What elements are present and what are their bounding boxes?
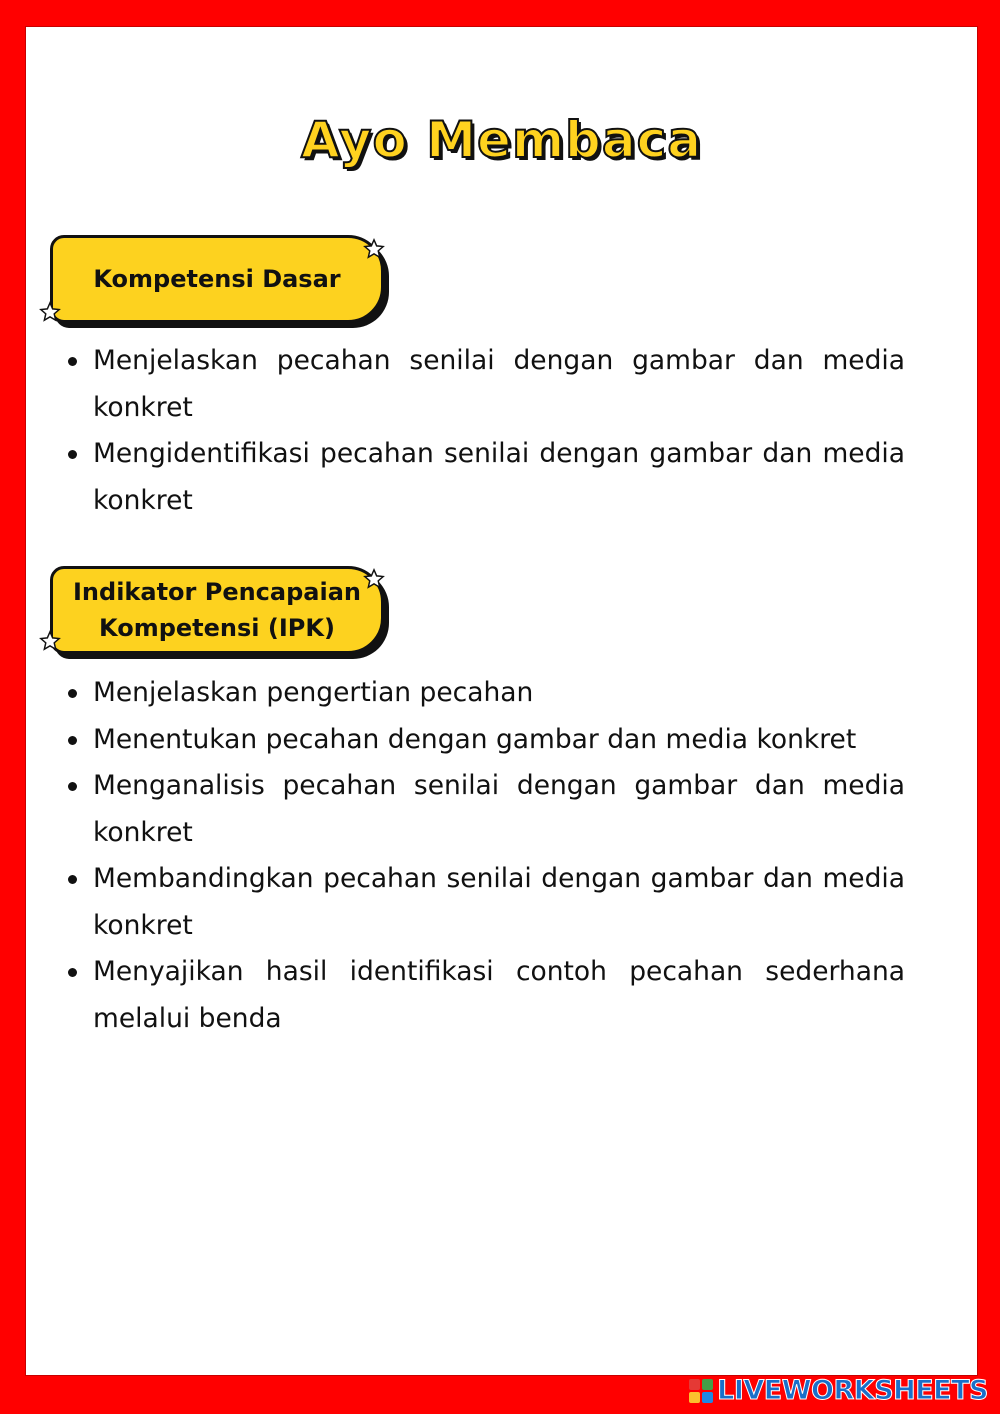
section-heading-label: Indikator Pencapaian Kompetensi (IPK) bbox=[73, 578, 361, 642]
list-item: Menentukan pecahan dengan gambar dan media konkret bbox=[93, 717, 905, 764]
ipk-list bbox=[93, 670, 905, 1042]
liveworksheets-logo bbox=[689, 1375, 988, 1406]
list-item: Mengidentifikasi pecahan senilai dengan gambar dan media konkret bbox=[93, 431, 905, 524]
star-icon bbox=[39, 301, 61, 323]
logo-wordmark: LIVEWORKSHEETS bbox=[717, 1375, 988, 1406]
bullet-icon bbox=[68, 736, 77, 745]
bullet-icon bbox=[68, 357, 77, 366]
list-item: Menjelaskan pengertian pecahan bbox=[93, 670, 905, 717]
bullet-icon bbox=[68, 875, 77, 884]
section-heading-label: Kompetensi Dasar bbox=[93, 265, 341, 293]
kompetensi-dasar-list bbox=[93, 338, 905, 524]
section-heading-ipk bbox=[50, 566, 384, 654]
list-item: Menganalisis pecahan senilai dengan gambar dan media konkret bbox=[93, 763, 905, 856]
bullet-icon bbox=[68, 782, 77, 791]
star-icon bbox=[39, 630, 61, 652]
bullet-icon bbox=[68, 689, 77, 698]
page-title: Ayo Membaca bbox=[301, 111, 702, 169]
bullet-icon bbox=[68, 968, 77, 977]
worksheet-page bbox=[25, 26, 978, 1376]
list-item: Menyajikan hasil identifikasi contoh pecahan sederhana melalui benda bbox=[93, 949, 905, 1042]
bullet-icon bbox=[68, 450, 77, 459]
star-icon bbox=[363, 238, 385, 260]
list-item: Membandingkan pecahan senilai dengan gambar dan media konkret bbox=[93, 856, 905, 949]
star-icon bbox=[363, 568, 385, 590]
section-heading-kompetensi-dasar bbox=[50, 235, 384, 323]
logo-squares-icon bbox=[689, 1379, 713, 1403]
list-item: Menjelaskan pecahan senilai dengan gambar dan media konkret bbox=[93, 338, 905, 431]
